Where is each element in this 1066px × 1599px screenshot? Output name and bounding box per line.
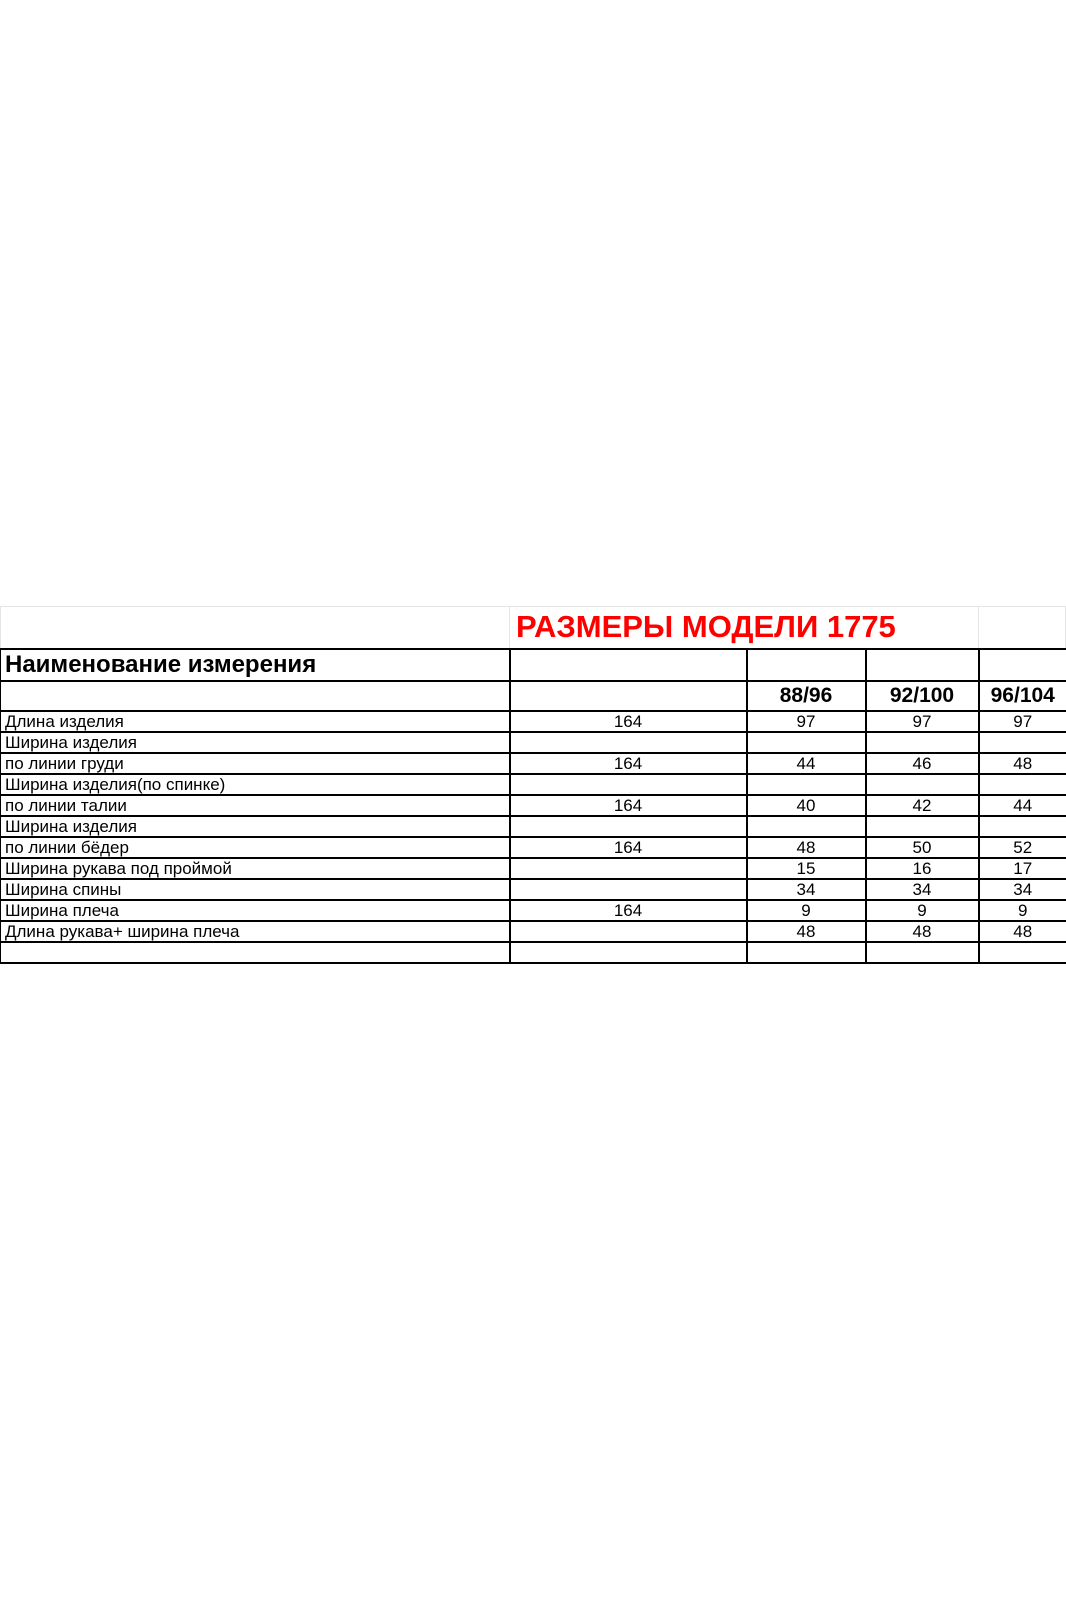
size-96-104-cell: 44	[979, 795, 1066, 816]
size-header-92-100: 92/100	[866, 681, 979, 711]
size-92-100-cell: 97	[866, 711, 979, 732]
empty-row	[1, 942, 1066, 963]
size-96-104-cell	[979, 816, 1066, 837]
empty-cell	[979, 942, 1066, 963]
measurement-name-cell: Длина изделия	[1, 711, 510, 732]
measurement-name-cell: Ширина изделия	[1, 732, 510, 753]
table-row	[1, 900, 1066, 921]
size-96-104-cell: 48	[979, 921, 1066, 942]
size-96-104-cell	[979, 732, 1066, 753]
size-88-96-cell: 48	[747, 921, 866, 942]
table-row	[1, 816, 1066, 837]
title-row-border	[0, 606, 1066, 607]
size-92-100-cell: 50	[866, 837, 979, 858]
size-header-88-96: 88/96	[747, 681, 866, 711]
table-row	[1, 795, 1066, 816]
header-cell	[1, 681, 510, 711]
size-92-100-cell	[866, 774, 979, 795]
height-cell: 164	[510, 795, 747, 816]
header-cell	[979, 649, 1066, 681]
size-96-104-cell: 9	[979, 900, 1066, 921]
measurement-name-cell: по линии талии	[1, 795, 510, 816]
size-92-100-cell: 16	[866, 858, 979, 879]
size-header-row	[1, 681, 1066, 711]
table-row	[1, 921, 1066, 942]
table-row	[1, 711, 1066, 732]
size-88-96-cell	[747, 816, 866, 837]
height-cell: 164	[510, 837, 747, 858]
height-cell	[510, 732, 747, 753]
size-96-104-cell: 34	[979, 879, 1066, 900]
height-cell: 164	[510, 753, 747, 774]
size-88-96-cell: 40	[747, 795, 866, 816]
size-96-104-cell: 48	[979, 753, 1066, 774]
table-row	[1, 858, 1066, 879]
size-88-96-cell: 44	[747, 753, 866, 774]
size-header-96-104: 96/104	[979, 681, 1066, 711]
header-cell	[510, 681, 747, 711]
size-88-96-cell: 97	[747, 711, 866, 732]
height-cell: 164	[510, 711, 747, 732]
size-88-96-cell: 9	[747, 900, 866, 921]
height-cell	[510, 774, 747, 795]
measurement-name-cell: по линии бёдер	[1, 837, 510, 858]
size-92-100-cell: 34	[866, 879, 979, 900]
table-row	[1, 732, 1066, 753]
size-table-body	[1, 649, 1066, 963]
header-row	[1, 649, 1066, 681]
size-96-104-cell: 17	[979, 858, 1066, 879]
height-cell	[510, 816, 747, 837]
header-cell	[510, 649, 747, 681]
title-row-divider	[509, 606, 510, 648]
size-88-96-cell	[747, 774, 866, 795]
height-cell	[510, 921, 747, 942]
table-row	[1, 879, 1066, 900]
height-cell	[510, 879, 747, 900]
measurement-name-cell: Длина рукава+ ширина плеча	[1, 921, 510, 942]
size-96-104-cell	[979, 774, 1066, 795]
size-88-96-cell	[747, 732, 866, 753]
size-88-96-cell: 48	[747, 837, 866, 858]
title-row-divider	[0, 606, 1, 648]
title-row	[0, 606, 1066, 648]
measurement-name-cell: Ширина спины	[1, 879, 510, 900]
measurement-name-cell: Ширина плеча	[1, 900, 510, 921]
size-chart-sheet	[0, 606, 1066, 964]
size-92-100-cell	[866, 732, 979, 753]
header-cell	[866, 649, 979, 681]
measurement-name-cell: по линии груди	[1, 753, 510, 774]
table-row	[1, 774, 1066, 795]
measurement-name-cell: Ширина изделия(по спинке)	[1, 774, 510, 795]
size-92-100-cell: 46	[866, 753, 979, 774]
size-chart-title: РАЗМЕРЫ МОДЕЛИ 1775	[516, 609, 896, 644]
empty-cell	[747, 942, 866, 963]
table-row	[1, 753, 1066, 774]
empty-cell	[866, 942, 979, 963]
measurement-name-cell: Ширина рукава под проймой	[1, 858, 510, 879]
measurement-name-header: Наименование измерения	[1, 649, 510, 681]
header-cell	[747, 649, 866, 681]
size-88-96-cell: 15	[747, 858, 866, 879]
height-cell	[510, 858, 747, 879]
size-table	[0, 648, 1066, 964]
size-92-100-cell: 42	[866, 795, 979, 816]
size-92-100-cell	[866, 816, 979, 837]
title-row-divider	[978, 606, 979, 648]
size-92-100-cell: 9	[866, 900, 979, 921]
empty-cell	[1, 942, 510, 963]
table-row	[1, 837, 1066, 858]
size-88-96-cell: 34	[747, 879, 866, 900]
empty-cell	[510, 942, 747, 963]
size-92-100-cell: 48	[866, 921, 979, 942]
height-cell: 164	[510, 900, 747, 921]
size-96-104-cell: 52	[979, 837, 1066, 858]
size-96-104-cell: 97	[979, 711, 1066, 732]
measurement-name-cell: Ширина изделия	[1, 816, 510, 837]
